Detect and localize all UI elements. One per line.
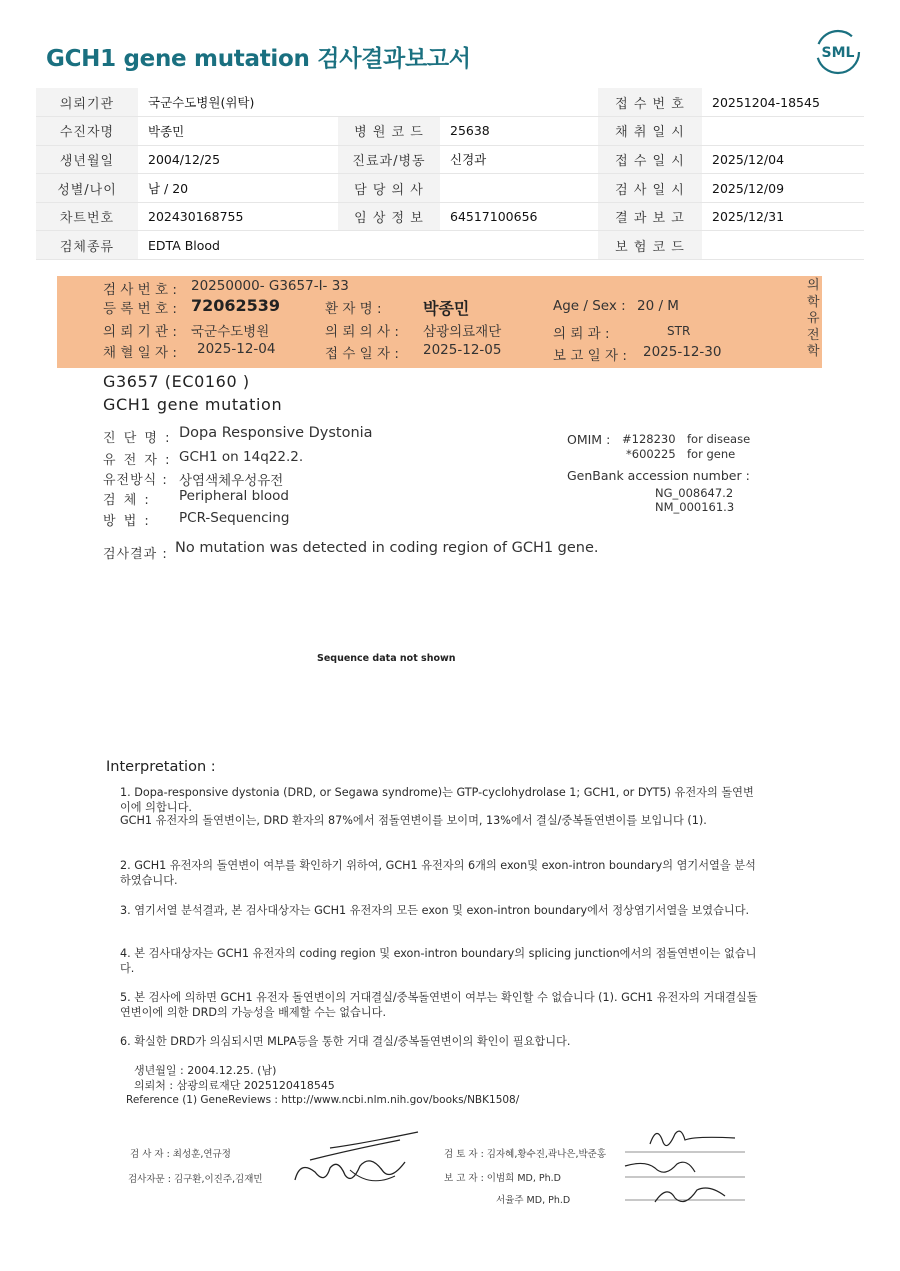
hospital-code-value: 25638 xyxy=(440,117,598,146)
reporter: 보 고 자 : 이범희 MD, Ph.D xyxy=(444,1173,561,1184)
table-row xyxy=(36,145,864,174)
omim-label: OMIM : xyxy=(567,432,611,447)
age-sex: 20 / M xyxy=(637,298,679,314)
interpretation-item: 6. 확실한 DRD가 의심되시면 MLPA등을 통한 거대 결실/중복돌연변이의 확인이 필요합니다. xyxy=(120,1035,571,1048)
patient-band xyxy=(57,276,822,368)
inheritance: 상염색체우성유전 xyxy=(179,473,284,489)
vertical-char: 학 xyxy=(807,294,820,310)
collect-label: 채 혈 일 자 : xyxy=(103,345,177,361)
insurance-code-value xyxy=(702,231,864,260)
test-code: G3657 (EC0160 ) xyxy=(103,372,250,391)
reg-no: 72062539 xyxy=(191,296,281,315)
receipt-no-value: 20251204-18545 xyxy=(702,88,864,117)
test-no-label: 검 사 번 호 : xyxy=(103,282,177,298)
specimen-label: 검 체 : xyxy=(103,493,151,508)
specimen-type-value: EDTA Blood xyxy=(138,231,598,260)
chart-no-label: 차트번호 xyxy=(36,202,138,231)
omim-disease: #128230 xyxy=(622,432,676,446)
patient-label: 환 자 명 : xyxy=(325,301,382,317)
dept-band: STR xyxy=(667,324,691,338)
result-label: 검사결과 : xyxy=(103,547,168,562)
inheritance-label: 유전방식 : xyxy=(103,473,168,488)
interpretation-item: 5. 본 검사에 의하면 GCH1 유전자 돌연변이의 거대결실/중복돌연변이 여부는 확인할 수 없습니다 (1). GCH1 유전자의 거대결실돌연변이에 의한 DRD의 가능성을 배제할 수는 없습니다. xyxy=(120,991,758,1019)
omim-disease-note: for disease xyxy=(687,432,751,446)
clinical-info-label: 임 상 정 보 xyxy=(338,202,440,231)
reporter-2: 서율주 MD, Ph.D xyxy=(496,1195,571,1206)
chart-no-value: 202430168755 xyxy=(138,202,338,231)
omim-gene-note: for gene xyxy=(687,447,736,461)
diagnosis: Dopa Responsive Dystonia xyxy=(179,425,373,441)
table-row xyxy=(36,174,864,203)
dept-label-band: 의 뢰 과 : xyxy=(553,326,610,342)
receive-date: 2025-12-05 xyxy=(423,342,502,358)
receipt-no-label: 접 수 번 호 xyxy=(598,88,702,117)
specimen-type-label: 검체종류 xyxy=(36,231,138,260)
result-text: No mutation was detected in coding region of GCH1 gene. xyxy=(175,540,599,556)
gene-label: 유 전 자 : xyxy=(103,453,172,468)
birth-label: 생년월일 xyxy=(36,145,138,174)
genbank-2: NM_000161.3 xyxy=(655,500,735,514)
patient-info-table xyxy=(36,88,864,260)
received-time-value: 2025/12/04 xyxy=(702,145,864,174)
patient-name: 박종민 xyxy=(423,299,470,318)
table-row xyxy=(36,117,864,146)
genbank-label: GenBank accession number : xyxy=(567,468,750,483)
client-label-band: 의 뢰 기 관 : xyxy=(103,324,177,340)
examiner-signature xyxy=(290,1130,430,1192)
reg-no-label: 등 록 번 호 : xyxy=(103,301,177,317)
interpretation-item: 4. 본 검사대상자는 GCH1 유전자의 coding region 및 exon-intron boundary의 splicing junction에서의 점돌연변이는 없습니다. xyxy=(120,947,757,975)
collection-time-value xyxy=(702,117,864,146)
interpretation-item: 1. Dopa-responsive dystonia (DRD, or Segawa syndrome)는 GTP-cyclohydrolase 1; GCH1, or DYT5) 유전자의 돌연변이에 의합니다. xyxy=(120,786,754,814)
diagnosis-label: 진 단 명 : xyxy=(103,431,172,446)
physician-value xyxy=(440,174,598,203)
reviewer: 검 토 자 : 김자혜,황수진,곽나은,박준홍 xyxy=(444,1149,606,1160)
interpretation-item: 3. 염기서열 분석결과, 본 검사대상자는 GCH1 유전자의 모든 exon 및 exon-intron boundary에서 정상염기서열을 보였습니다. xyxy=(120,904,750,917)
patient-name-value: 박종민 xyxy=(138,117,338,146)
table-row xyxy=(36,231,864,260)
receive-label: 접 수 일 자 : xyxy=(325,346,399,362)
client-band: 국군수도병원 xyxy=(191,324,270,340)
reviewer-signature xyxy=(615,1122,755,1212)
method: PCR-Sequencing xyxy=(179,510,290,526)
table-row xyxy=(36,202,864,231)
specimen: Peripheral blood xyxy=(179,488,289,504)
vertical-char: 유 xyxy=(807,311,820,326)
sequence-note: Sequence data not shown xyxy=(317,653,456,664)
test-name: GCH1 gene mutation xyxy=(103,395,283,414)
result-report-value: 2025/12/31 xyxy=(702,202,864,231)
received-time-label: 접 수 일 시 xyxy=(598,145,702,174)
examiner: 검 사 자 : 최성훈,연규정 xyxy=(130,1149,231,1160)
report-label: 보 고 일 자 : xyxy=(553,348,627,364)
interpretation-item: GCH1 유전자의 돌연변이는, DRD 환자의 87%에서 점돌연변이를 보이며, 13%에서 결실/중복돌연변이를 보입니다 (1). xyxy=(120,814,707,827)
scanned-report xyxy=(0,262,900,1271)
test-time-label: 검 사 일 시 xyxy=(598,174,702,203)
omim-gene: *600225 xyxy=(626,447,676,461)
report-date: 2025-12-30 xyxy=(643,344,722,360)
report-title: GCH1 gene mutation 검사결과보고서 xyxy=(46,46,471,72)
client-value: 국군수도병원(위탁) xyxy=(138,88,598,117)
client-label: 의뢰기관 xyxy=(36,88,138,117)
vertical-char: 전 xyxy=(807,327,820,343)
doctor: 삼광의료재단 xyxy=(423,324,502,340)
collection-time-label: 채 취 일 시 xyxy=(598,117,702,146)
clinical-info-value: 64517100656 xyxy=(440,202,598,231)
result-report-label: 결 과 보 고 xyxy=(598,202,702,231)
dept-value: 신경과 xyxy=(440,145,598,174)
test-time-value: 2025/12/09 xyxy=(702,174,864,203)
sex-age-label: 성별/나이 xyxy=(36,174,138,203)
hospital-code-label: 병 원 코 드 xyxy=(338,117,440,146)
vertical-char: 의 xyxy=(807,278,820,293)
table-row xyxy=(36,88,864,117)
logo-text: SML xyxy=(821,45,855,61)
dept-label: 진료과/병동 xyxy=(338,145,440,174)
doctor-label: 의 뢰 의 사 : xyxy=(325,324,399,340)
vertical-label xyxy=(807,278,821,361)
interpretation-item: 2. GCH1 유전자의 돌연변이 여부를 확인하기 위하여, GCH1 유전자의 6개의 exon및 exon-intron boundary의 염기서열을 분석하였습니다. xyxy=(120,859,756,887)
sml-logo xyxy=(814,28,862,76)
requester-line: 의뢰처 : 삼광의료재단 2025120418545 xyxy=(134,1079,335,1092)
collect-date: 2025-12-04 xyxy=(197,341,276,357)
patient-name-label: 수진자명 xyxy=(36,117,138,146)
vertical-char: 학 xyxy=(807,344,820,359)
gene: GCH1 on 14q22.2. xyxy=(179,449,304,465)
birth-value: 2004/12/25 xyxy=(138,145,338,174)
interpretation-heading: Interpretation : xyxy=(106,759,216,775)
advisor: 검사자문 : 김구환,이진주,김재민 xyxy=(128,1174,263,1185)
sex-age-value: 남 / 20 xyxy=(138,174,338,203)
test-no: 20250000- G3657-I- 33 xyxy=(191,278,349,294)
age-sex-label: Age / Sex : xyxy=(553,298,626,314)
birth-line: 생년월일 : 2004.12.25. (남) xyxy=(134,1064,277,1077)
physician-label: 담 당 의 사 xyxy=(338,174,440,203)
reference-line: Reference (1) GeneReviews : http://www.ncbi.nlm.nih.gov/books/NBK1508/ xyxy=(126,1094,520,1106)
method-label: 방 법 : xyxy=(103,514,151,529)
insurance-code-label: 보 험 코 드 xyxy=(598,231,702,260)
genbank-1: NG_008647.2 xyxy=(655,486,734,500)
